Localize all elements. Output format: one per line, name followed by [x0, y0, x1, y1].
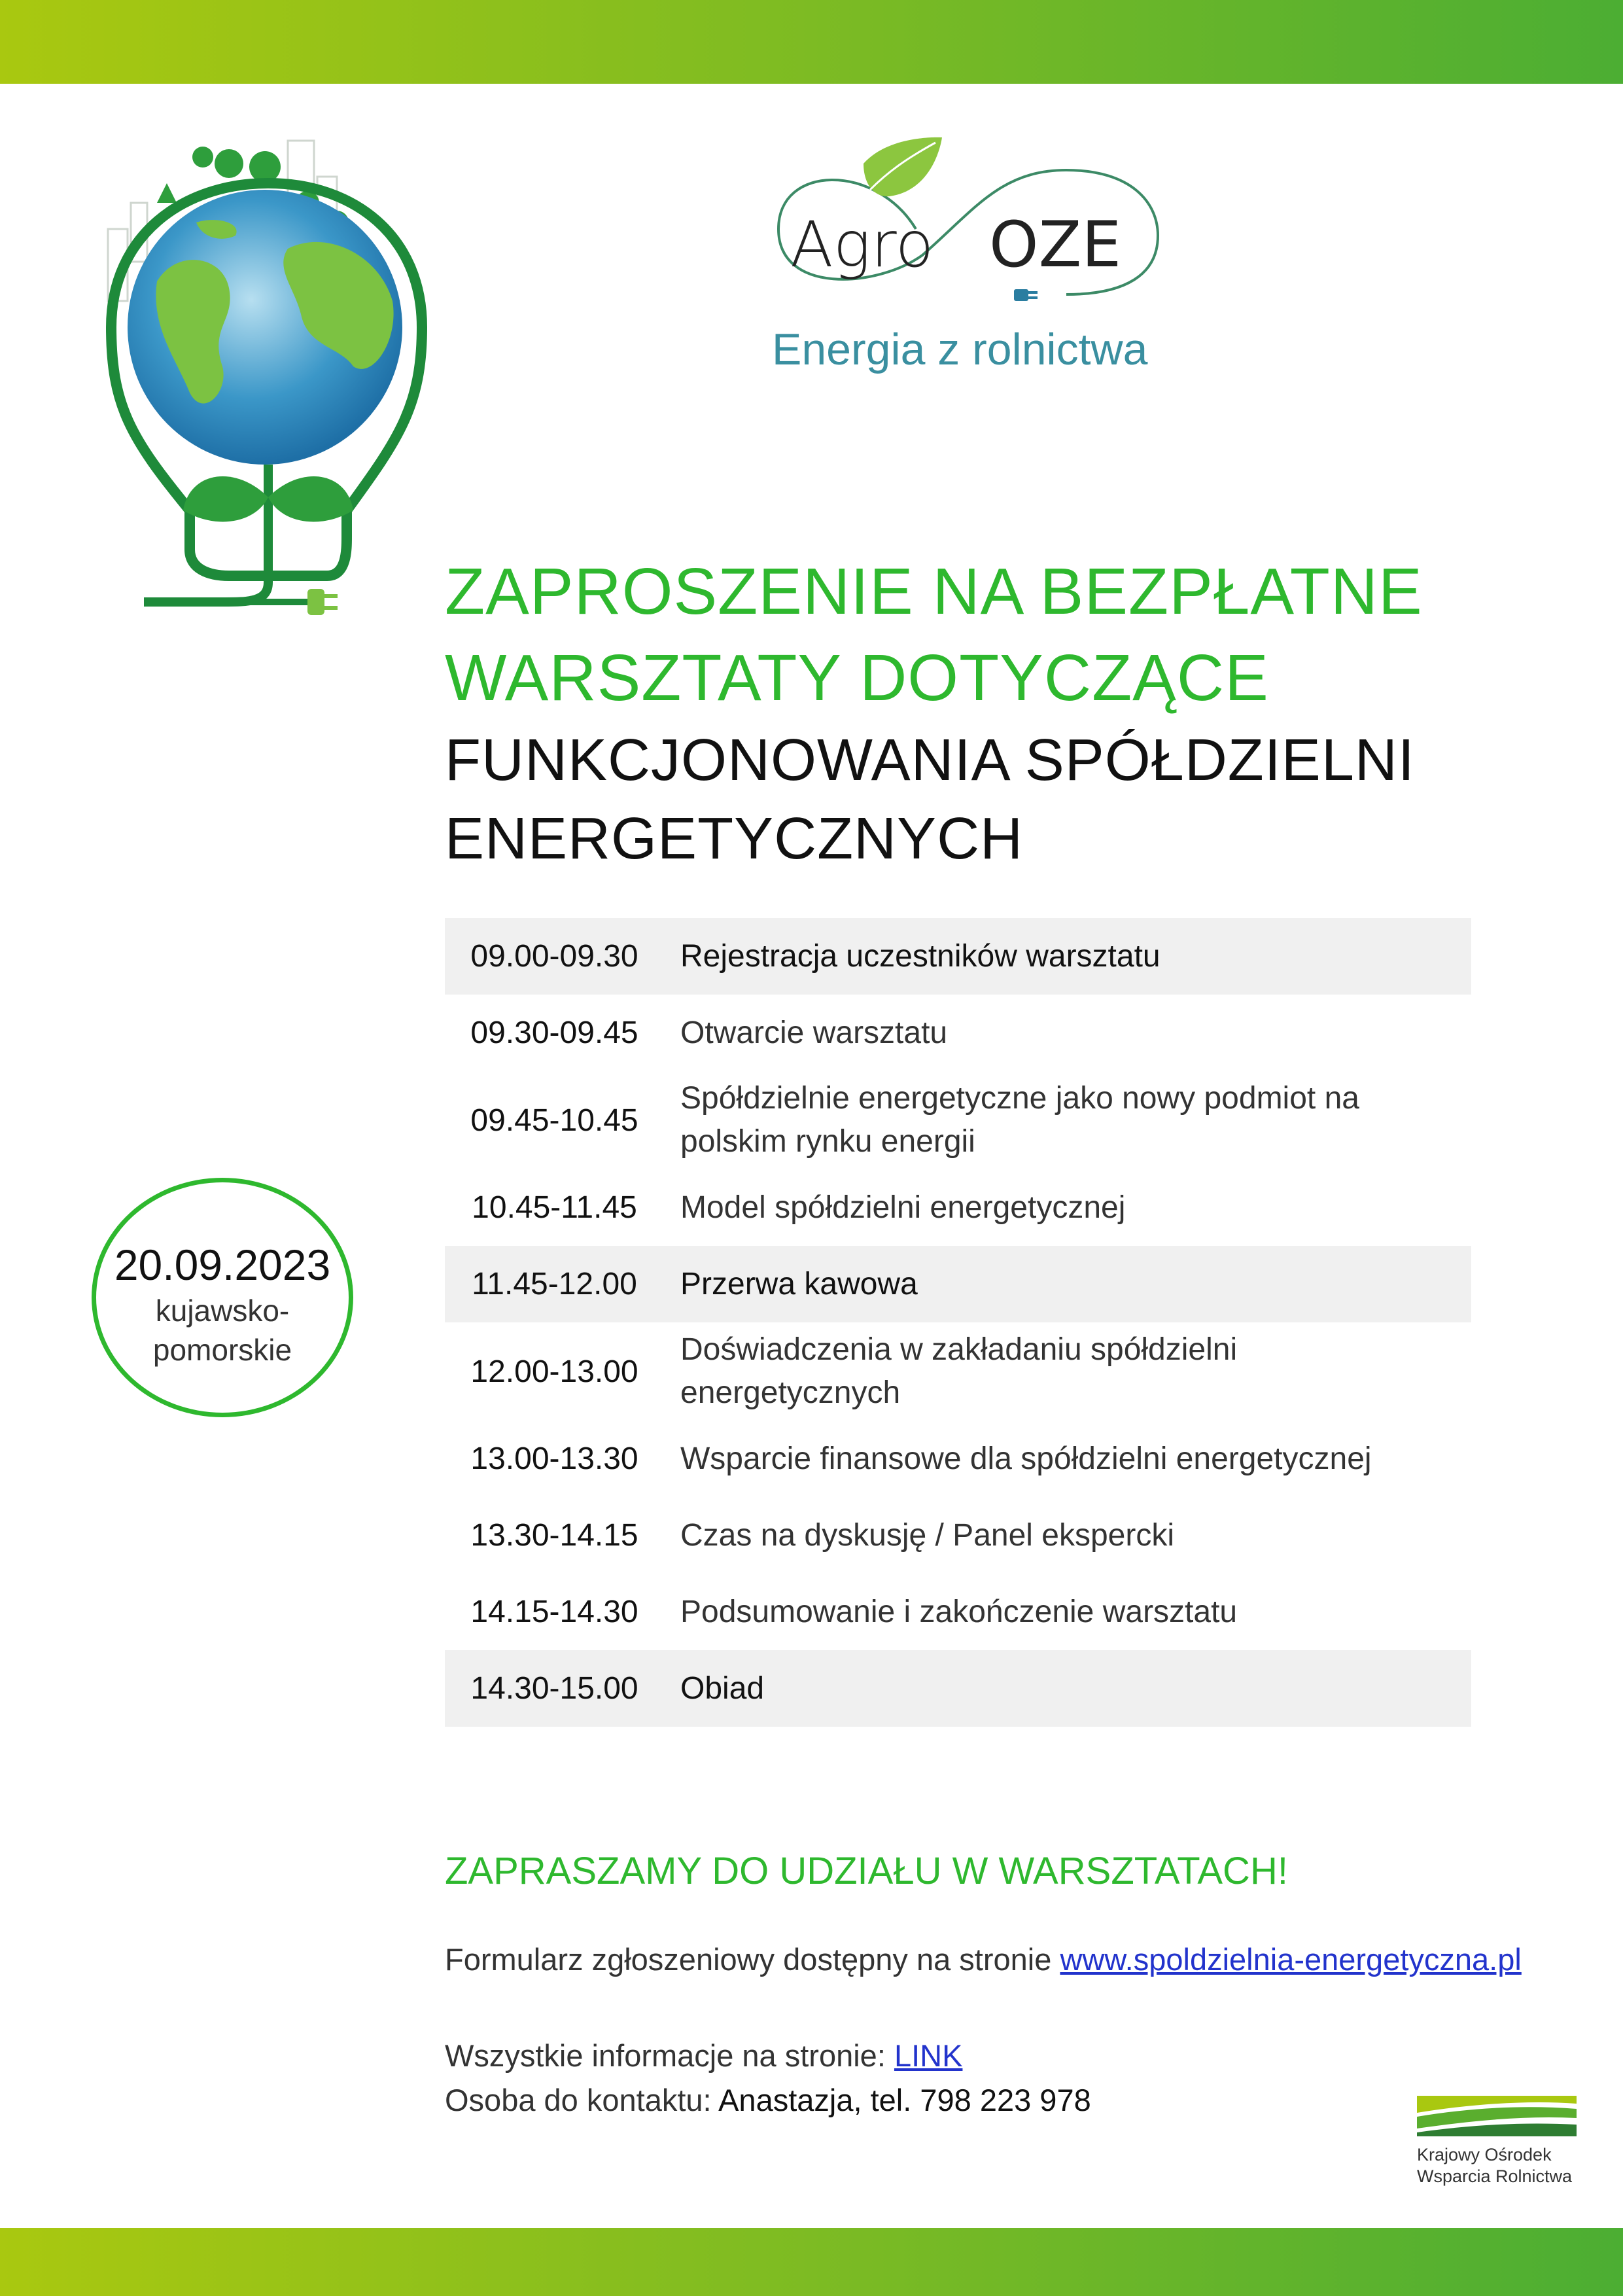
leaf-icon [864, 137, 942, 196]
schedule-activity: Obiad [664, 1650, 1471, 1727]
event-region-line-2: pomorskie [152, 1333, 292, 1367]
kowr-line-2: Wsparcia Rolnictwa [1417, 2166, 1573, 2186]
contact-value: Anastazja, tel. 798 223 978 [718, 2083, 1091, 2117]
table-row [445, 1650, 1471, 1727]
form-info [445, 1941, 1522, 1977]
title-line-2: WARSZTATY DOTYCZĄCE [445, 641, 1269, 715]
schedule-activity: Podsumowanie i zakończenie warsztatu [680, 1594, 1238, 1629]
kowr-logo-graphic [1413, 2091, 1583, 2143]
all-info-text: Wszystkie informacje na stronie: [445, 2038, 894, 2073]
table-row [445, 995, 1471, 1071]
kowr-name [1417, 2144, 1587, 2187]
plug-icon [222, 589, 338, 615]
table-row [445, 1071, 1471, 1169]
table-row [445, 1246, 1471, 1322]
schedule-activity: Otwarcie warsztatu [680, 1015, 948, 1050]
schedule-time: 14.30-15.00 [445, 1650, 664, 1727]
event-region-line-1: kujawsko- [155, 1294, 290, 1328]
schedule-activity [664, 1071, 1471, 1169]
title-line-3: FUNKCJONOWANIA SPÓŁDZIELNI [445, 728, 1415, 793]
contact-info [445, 2082, 1091, 2118]
schedule-time: 10.45-11.45 [472, 1190, 637, 1225]
title-line-4: ENERGETYCZNYCH [445, 806, 1024, 872]
page-title [445, 548, 1492, 878]
info-link[interactable]: LINK [894, 2038, 963, 2073]
schedule-time: 11.45-12.00 [445, 1246, 664, 1322]
schedule-activity-line-2: energetycznych [680, 1375, 901, 1410]
title-line-1: ZAPROSZENIE NA BEZPŁATNE [445, 555, 1423, 628]
top-color-band [0, 0, 1623, 84]
schedule-time: 13.00-13.30 [470, 1441, 638, 1476]
schedule-time: 14.15-14.30 [470, 1595, 638, 1629]
schedule-time: 12.00-13.00 [470, 1354, 638, 1389]
kowr-line-1: Krajowy Ośrodek [1417, 2145, 1552, 2164]
form-link[interactable]: www.spoldzielnia-energetyczna.pl [1060, 1942, 1522, 1977]
schedule-activity-line-2: polskim rynku energii [680, 1124, 975, 1159]
schedule-time: 13.30-14.15 [470, 1518, 638, 1553]
form-info-text: Formularz zgłoszeniowy dostępny na stronie [445, 1942, 1060, 1977]
contact-label: Osoba do kontaktu: [445, 2083, 719, 2117]
kowr-logo [1413, 2091, 1583, 2195]
call-to-action: ZAPRASZAMY DO UDZIAŁU W WARSZTATACH! [445, 1850, 1288, 1892]
schedule-time: 09.30-09.45 [470, 1016, 638, 1050]
plug-icon [1014, 289, 1038, 301]
schedule-activity-line-1: Spółdzielnie energetyczne jako nowy podmiot na [680, 1081, 1359, 1116]
schedule-activity: Rejestracja uczestników warsztatu [664, 918, 1471, 995]
all-info [445, 2038, 962, 2074]
schedule-activity: Wsparcie finansowe dla spółdzielni energetycznej [680, 1441, 1372, 1476]
event-date-badge [92, 1178, 353, 1417]
schedule-time: 09.45-10.45 [470, 1103, 638, 1138]
globe-bulb-illustration [92, 131, 458, 628]
schedule-activity [664, 1322, 1471, 1421]
schedule-activity: Model spółdzielni energetycznej [680, 1190, 1126, 1225]
schedule-activity: Przerwa kawowa [664, 1246, 1471, 1322]
logo-tagline: Energia z rolnictwa [772, 325, 1148, 374]
table-row [445, 918, 1471, 995]
table-row [445, 1574, 1471, 1650]
table-row [445, 1322, 1471, 1421]
bottom-color-band [0, 2228, 1623, 2296]
table-row [445, 1497, 1471, 1574]
event-date: 20.09.2023 [114, 1241, 331, 1289]
logo-word-oze: OZE [989, 208, 1121, 281]
table-row [445, 1421, 1471, 1497]
table-row [445, 1169, 1471, 1246]
schedule-activity: Czas na dyskusję / Panel ekspercki [680, 1517, 1175, 1553]
schedule-time: 09.00-09.30 [445, 918, 664, 995]
schedule-table [445, 918, 1471, 1727]
agrooze-logo [726, 124, 1210, 425]
schedule-activity-line-1: Doświadczenia w zakładaniu spółdzielni [680, 1332, 1238, 1367]
logo-word-agro: Agro [790, 208, 934, 281]
